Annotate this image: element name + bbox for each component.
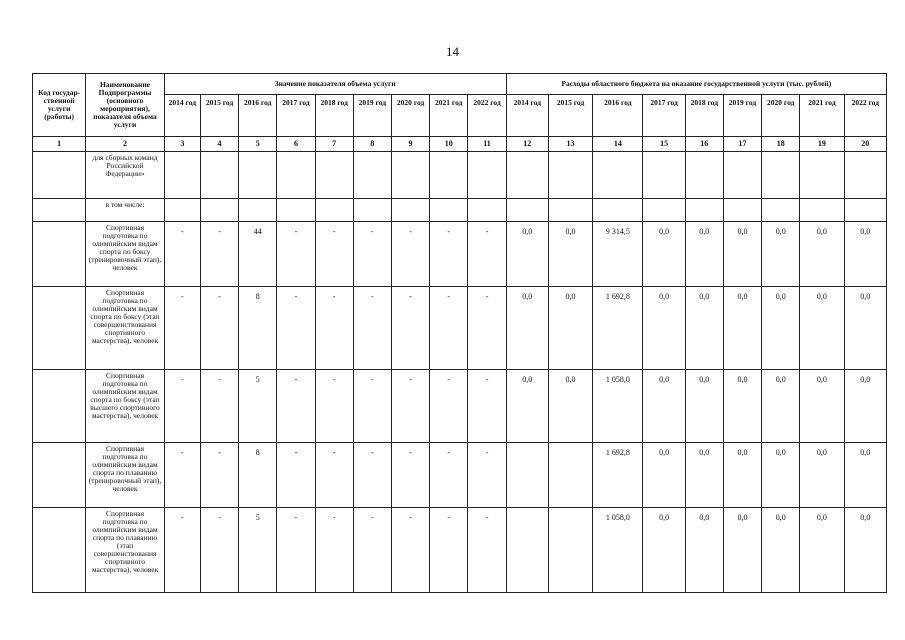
column-number: 19: [800, 137, 844, 152]
expense-value-cell: [762, 152, 800, 199]
expense-value-cell: 0,0: [723, 287, 761, 370]
indicator-value-cell: -: [468, 508, 506, 593]
column-number: 3: [164, 137, 200, 152]
service-volume-table: [32, 73, 887, 593]
indicator-value-cell: -: [164, 287, 200, 370]
header-expense-year: 2020 год: [762, 95, 800, 137]
indicator-value-cell: -: [277, 222, 315, 287]
expense-value-cell: 1 058,0: [593, 370, 643, 443]
expense-value-cell: 1 692,8: [593, 287, 643, 370]
expense-value-cell: 0,0: [643, 443, 685, 508]
expense-value-cell: [643, 199, 685, 222]
expense-value-cell: 0,0: [506, 370, 548, 443]
header-expense-year: 2015 год: [548, 95, 592, 137]
column-number: 18: [762, 137, 800, 152]
header-indicator-year: 2017 год: [277, 95, 315, 137]
indicator-value-cell: 44: [239, 222, 277, 287]
header-indicator-year: 2019 год: [353, 95, 391, 137]
indicator-value-cell: -: [353, 508, 391, 593]
indicator-value-cell: -: [430, 508, 468, 593]
expense-value-cell: 0,0: [723, 222, 761, 287]
expense-value-cell: 0,0: [844, 287, 886, 370]
indicator-value-cell: -: [391, 508, 429, 593]
expense-value-cell: 0,0: [844, 508, 886, 593]
expense-value-cell: [593, 152, 643, 199]
table-row: [33, 287, 887, 370]
indicator-value-cell: [353, 152, 391, 199]
expense-value-cell: 0,0: [800, 222, 844, 287]
table-row: [33, 443, 887, 508]
indicator-value-cell: [315, 152, 353, 199]
expense-value-cell: 9 314,5: [593, 222, 643, 287]
column-number: 14: [593, 137, 643, 152]
header-expense-year: 2017 год: [643, 95, 685, 137]
indicator-value-cell: 8: [239, 287, 277, 370]
indicator-value-cell: -: [391, 222, 429, 287]
expense-value-cell: 0,0: [844, 222, 886, 287]
column-number: 20: [844, 137, 886, 152]
page-number: 14: [446, 44, 459, 59]
header-expense-year: 2021 год: [800, 95, 844, 137]
indicator-name-cell: Спортивная подготовка по олимпийским видам спорта по плаванию (тренировочный этап), человек: [86, 443, 164, 508]
header-indicator-year: 2016 год: [239, 95, 277, 137]
column-number: 9: [391, 137, 429, 152]
header-expense-year: 2018 год: [685, 95, 723, 137]
column-number: 16: [685, 137, 723, 152]
indicator-value-cell: -: [430, 287, 468, 370]
indicator-value-cell: -: [468, 443, 506, 508]
column-number: 2: [86, 137, 164, 152]
expense-value-cell: [723, 199, 761, 222]
indicator-name-cell: в том числе:: [86, 199, 164, 222]
indicator-value-cell: [239, 199, 277, 222]
header-expense-year: 2022 год: [844, 95, 886, 137]
indicator-value-cell: -: [164, 222, 200, 287]
column-number: 13: [548, 137, 592, 152]
indicator-value-cell: [468, 199, 506, 222]
expense-value-cell: 0,0: [643, 287, 685, 370]
indicator-value-cell: [164, 199, 200, 222]
indicator-name-cell: Спортивная подготовка по олимпийским видам спорта по плаванию (этап совершенствования спортивного мастерства), человек: [86, 508, 164, 593]
expense-value-cell: 0,0: [844, 370, 886, 443]
indicator-value-cell: -: [353, 222, 391, 287]
indicator-value-cell: -: [430, 370, 468, 443]
header-indicator-year: 2022 год: [468, 95, 506, 137]
expense-value-cell: 0,0: [685, 222, 723, 287]
indicator-value-cell: -: [315, 287, 353, 370]
indicator-value-cell: -: [315, 443, 353, 508]
header-indicator-year: 2018 год: [315, 95, 353, 137]
expense-value-cell: 0,0: [506, 222, 548, 287]
indicator-value-cell: 5: [239, 508, 277, 593]
table-row: [33, 199, 887, 222]
expense-value-cell: [723, 152, 761, 199]
indicator-value-cell: -: [164, 370, 200, 443]
indicator-value-cell: -: [353, 443, 391, 508]
indicator-value-cell: [391, 152, 429, 199]
indicator-value-cell: -: [200, 370, 238, 443]
header-program-name: Наименование Подпрограммы (основного мероприятия), показателя объема услуги: [86, 74, 164, 137]
column-number: 10: [430, 137, 468, 152]
expense-value-cell: [844, 152, 886, 199]
table-row: [33, 152, 887, 199]
indicator-value-cell: 8: [239, 443, 277, 508]
indicator-value-cell: -: [468, 370, 506, 443]
column-number: 5: [239, 137, 277, 152]
service-code-cell: [33, 199, 86, 222]
expense-value-cell: [506, 508, 548, 593]
indicator-value-cell: -: [430, 222, 468, 287]
expense-value-cell: 0,0: [800, 443, 844, 508]
expense-value-cell: [548, 199, 592, 222]
expense-value-cell: 0,0: [685, 370, 723, 443]
column-number: 15: [643, 137, 685, 152]
expense-value-cell: 1 692,8: [593, 443, 643, 508]
expense-value-cell: [548, 152, 592, 199]
expense-value-cell: [506, 152, 548, 199]
column-number: 1: [33, 137, 86, 152]
expense-value-cell: [800, 152, 844, 199]
header-indicator-group: Значение показателя объема услуги: [164, 74, 506, 95]
expense-value-cell: [685, 199, 723, 222]
expense-value-cell: [800, 199, 844, 222]
indicator-value-cell: -: [164, 443, 200, 508]
indicator-value-cell: -: [468, 287, 506, 370]
service-code-cell: [33, 287, 86, 370]
indicator-value-cell: -: [391, 443, 429, 508]
indicator-value-cell: -: [430, 443, 468, 508]
header-service-code: Код государ-ственной услуги (работы): [33, 74, 86, 137]
expense-value-cell: 0,0: [800, 370, 844, 443]
expense-value-cell: 0,0: [685, 508, 723, 593]
indicator-value-cell: [200, 152, 238, 199]
indicator-value-cell: [430, 152, 468, 199]
expense-value-cell: 0,0: [723, 508, 761, 593]
expense-value-cell: 1 058,0: [593, 508, 643, 593]
header-expense-year: 2016 год: [593, 95, 643, 137]
expense-value-cell: 0,0: [762, 508, 800, 593]
indicator-name-cell: Спортивная подготовка по олимпийским видам спорта по боксу (этап высшего спортивного мастерства), человек: [86, 370, 164, 443]
indicator-value-cell: -: [200, 222, 238, 287]
indicator-value-cell: -: [315, 508, 353, 593]
indicator-value-cell: -: [164, 508, 200, 593]
indicator-value-cell: [353, 199, 391, 222]
expense-value-cell: 0,0: [506, 287, 548, 370]
indicator-value-cell: [277, 152, 315, 199]
expense-value-cell: 0,0: [762, 443, 800, 508]
expense-value-cell: 0,0: [800, 287, 844, 370]
expense-value-cell: 0,0: [800, 508, 844, 593]
service-code-cell: [33, 443, 86, 508]
header-indicator-year: 2014 год: [164, 95, 200, 137]
column-number: 17: [723, 137, 761, 152]
column-number: 11: [468, 137, 506, 152]
expense-value-cell: [685, 152, 723, 199]
service-code-cell: [33, 222, 86, 287]
expense-value-cell: 0,0: [844, 443, 886, 508]
indicator-value-cell: -: [315, 370, 353, 443]
expense-value-cell: [844, 199, 886, 222]
column-number: 12: [506, 137, 548, 152]
table-row: [33, 222, 887, 287]
indicator-value-cell: -: [277, 370, 315, 443]
indicator-value-cell: -: [200, 443, 238, 508]
indicator-name-cell: для сборных команд Российской Федерации»: [86, 152, 164, 199]
indicator-value-cell: -: [353, 370, 391, 443]
indicator-value-cell: [239, 152, 277, 199]
expense-value-cell: 0,0: [643, 370, 685, 443]
expense-value-cell: 0,0: [762, 222, 800, 287]
expense-value-cell: [548, 443, 592, 508]
expense-value-cell: 0,0: [762, 370, 800, 443]
header-indicator-year: 2015 год: [200, 95, 238, 137]
indicator-value-cell: [164, 152, 200, 199]
indicator-value-cell: -: [391, 370, 429, 443]
indicator-value-cell: -: [277, 508, 315, 593]
indicator-value-cell: [315, 199, 353, 222]
expense-value-cell: 0,0: [685, 443, 723, 508]
indicator-value-cell: [391, 199, 429, 222]
indicator-value-cell: 5: [239, 370, 277, 443]
header-expense-group: Расходы областного бюджета на оказание государственной услуги (тыс. рублей): [506, 74, 886, 95]
indicator-value-cell: -: [353, 287, 391, 370]
service-code-cell: [33, 508, 86, 593]
expense-value-cell: [762, 199, 800, 222]
expense-value-cell: [506, 199, 548, 222]
expense-value-cell: 0,0: [685, 287, 723, 370]
expense-value-cell: 0,0: [723, 443, 761, 508]
column-number: 6: [277, 137, 315, 152]
table-row: [33, 370, 887, 443]
indicator-value-cell: [430, 199, 468, 222]
expense-value-cell: 0,0: [643, 222, 685, 287]
table-row: [33, 508, 887, 593]
header-expense-year: 2014 год: [506, 95, 548, 137]
indicator-value-cell: -: [200, 287, 238, 370]
header-indicator-year: 2020 год: [391, 95, 429, 137]
expense-value-cell: [593, 199, 643, 222]
expense-value-cell: 0,0: [762, 287, 800, 370]
indicator-value-cell: -: [277, 287, 315, 370]
expense-value-cell: 0,0: [643, 508, 685, 593]
indicator-value-cell: [200, 199, 238, 222]
expense-value-cell: 0,0: [548, 287, 592, 370]
expense-value-cell: [506, 443, 548, 508]
indicator-value-cell: -: [200, 508, 238, 593]
indicator-value-cell: -: [391, 287, 429, 370]
indicator-value-cell: -: [277, 443, 315, 508]
expense-value-cell: [643, 152, 685, 199]
indicator-name-cell: Спортивная подготовка по олимпийским видам спорта по боксу (этап совершенствования спортивного мастерства), человек: [86, 287, 164, 370]
expense-value-cell: 0,0: [548, 370, 592, 443]
header-expense-year: 2019 год: [723, 95, 761, 137]
indicator-value-cell: [468, 152, 506, 199]
indicator-value-cell: -: [468, 222, 506, 287]
expense-value-cell: [548, 508, 592, 593]
indicator-name-cell: Спортивная подготовка по олимпийским видам спорта по боксу (тренировочный этап), человек: [86, 222, 164, 287]
column-number: 7: [315, 137, 353, 152]
expense-value-cell: 0,0: [548, 222, 592, 287]
indicator-value-cell: -: [315, 222, 353, 287]
column-number: 8: [353, 137, 391, 152]
service-code-cell: [33, 152, 86, 199]
service-code-cell: [33, 370, 86, 443]
column-number: 4: [200, 137, 238, 152]
indicator-value-cell: [277, 199, 315, 222]
expense-value-cell: 0,0: [723, 370, 761, 443]
header-indicator-year: 2021 год: [430, 95, 468, 137]
